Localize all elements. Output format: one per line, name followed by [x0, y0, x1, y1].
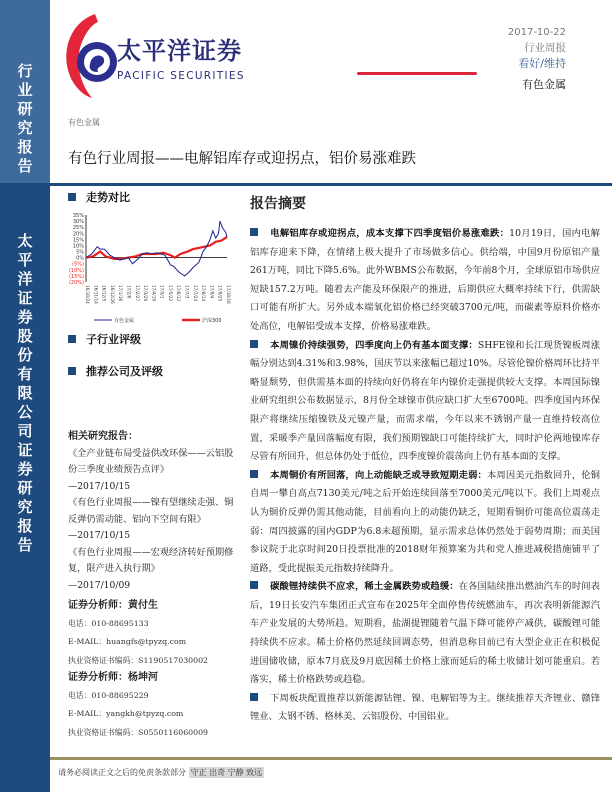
analyst-email[interactable]: E-MAIL：yangkh@tpyzq.com [68, 709, 184, 718]
x-tick-label: 17/1/16 [118, 285, 124, 302]
bullet-icon [250, 470, 258, 478]
bullet-icon [68, 367, 76, 375]
related-report[interactable]: 《有色行业周报——宏观经济转好预期修复，限产进入执行期》 —2017/10/09 [68, 546, 234, 591]
rating: 看好/维持 [518, 57, 566, 70]
abstract-paragraph: 本周镍价持续强势，四季度向上仍有基本面支撑：SHFE镍和长江现货镍板周涨幅分别达到4.31%和3.98%，国庆节以来涨幅已超过10%。尽管伦镍价格周环比持平略显颓势，但供需基本面的持续向好仍将在年内镍价走强提供较大支撑。本周国际镍业研究组织公布数据显示，8月份全球镍市供应缺口扩大至6700吨。四季度国内环保限产将继续压缩镍铁及元镍产量，而需求端，今年以来不锈钢产量一直维持较高位置，采暖季产量回落幅度有限，我们预期镍缺口可能持续扩大，同时沪伦两地镍库存尽管有所回升，但总体仍处于低位，四季度镍价震荡向上仍有基本面的支撑。 [250, 339, 600, 463]
x-tick-label: 16/12/26 [109, 285, 115, 304]
analyst-phone: 电话：010-88695133 [68, 618, 149, 628]
y-tick-label: 10% [72, 243, 84, 250]
abstract-paragraph: 下周板块配置推荐以新能源钴锂、镍、电解铝等为主。继续推荐天齐锂业、赣锋锂业、太钢不锈、格林美、云铝股份、中国铝业。 [250, 692, 600, 723]
left-column [68, 429, 236, 742]
series-line-nonferrous [86, 221, 227, 276]
section-recommend: 推荐公司及评级 [68, 365, 163, 379]
report-type: 行业周报 [524, 42, 566, 54]
y-tick-label: 35% [72, 213, 84, 219]
sidebar-company: 太平洋证券股份有限公司证券研究报告 [17, 232, 33, 554]
x-tick-label: 17/4/10 [151, 285, 157, 302]
bullet-icon [250, 228, 258, 236]
company-logo [62, 12, 118, 102]
x-tick-label: 17/3/20 [143, 285, 149, 302]
x-tick-label: 17/9/25 [217, 285, 223, 302]
trend-chart [60, 210, 240, 330]
x-tick-label: 17/5/22 [167, 285, 173, 302]
y-tick-label: 0% [76, 255, 84, 262]
y-tick-label: 30% [72, 219, 84, 226]
company-name-en: PACIFIC SECURITIES [117, 70, 245, 82]
y-tick-label: (15%) [68, 273, 84, 280]
x-tick-label: 17/10/16 [226, 285, 231, 304]
divider [50, 183, 612, 186]
analyst-name: 证券分析师：黄付生 [68, 600, 158, 611]
bullet-icon [68, 193, 76, 201]
analyst-phone: 电话：010-88695229 [68, 690, 149, 700]
legend-label: 有色金属 [114, 318, 135, 324]
y-tick-label: 15% [72, 237, 84, 244]
abstract-title: 报告摘要 [250, 196, 306, 212]
header-sector: 有色金属 [522, 78, 566, 91]
abstract-paragraph: 碳酸锂持续供不应求，稀土金属跌势或趋缓：在各国陆续推出燃油汽车的时间表后，19日长安汽车集团正式宣布在2025年全面停售传统燃油车，再次表明新能源汽车产业发展的大势所趋。短期看，盐湖提锂随着气温下降可能停产减供，碳酸锂可能持续供不应求。稀土价格仍然延续回调态势，但消息称目前已有大型企业正在积极促进国储收储，原本7月底及9月底因稀土价格上涨而延后的稀土收储计划可能重启。若落实，稀土价格跌势或趋稳。 [250, 581, 600, 686]
rating-underline [357, 72, 477, 75]
sector-label: 有色金属 [68, 118, 100, 127]
sidebar-report-type: 行业研究报告 [17, 62, 33, 175]
y-tick-label: (10%) [68, 267, 84, 274]
x-tick-label: 16/12/5 [101, 285, 107, 302]
bullet-icon [250, 340, 258, 348]
x-tick-label: 17/7/3 [184, 285, 190, 299]
analyst-email[interactable]: E-MAIL：huangfs@tpyzq.com [68, 637, 187, 646]
page-title: 有色行业周报——电解铝库存或迎拐点，铝价易涨难跌 [68, 151, 416, 167]
section-trend: 走势对比 [68, 191, 130, 205]
abstract-body [250, 225, 600, 727]
x-tick-label: 16/10/24 [85, 285, 90, 304]
bullet-icon [68, 335, 76, 343]
x-tick-label: 17/8/14 [201, 285, 207, 302]
y-tick-label: (20%) [68, 280, 84, 286]
disclaimer: 请务必阅读正文之后的免责条款部分 [58, 768, 186, 777]
analyst-cert: 执业资格证书编码：S1190517030002 [68, 655, 209, 665]
report-date: 2017-10-22 [507, 27, 566, 38]
x-tick-label: 16/11/14 [93, 285, 99, 304]
abstract-paragraph: 本周铜价有所回落，向上动能缺乏或导致短期走弱：本周因美元指数回升，伦铜自周一攀自高点7130美元/吨之后开始连续回落至7000美元/吨以下。我们上周观点认为铜价反弹仍需其他动能，目前看向上的动能仍缺乏，短期看铜价可能高位震荡走弱：周四披露的国内GDP为6.8未超预期，显示需求总体仍然处于弱势周期；而美国参议院于北京时间20日投票批准的2018财年预算案为共和党人推进减税措施铺平了道路，受此提振美元指数持续降升。 [250, 469, 600, 574]
analyst-cert: 执业资格证书编码：S0550116060009 [68, 727, 209, 737]
y-tick-label: 20% [72, 231, 84, 238]
x-tick-label: 17/2/27 [134, 285, 140, 302]
x-tick-label: 17/6/12 [176, 285, 182, 302]
footer-divider [50, 757, 612, 760]
motto: 守正 出奇 宁静 致远 [190, 768, 263, 777]
legend-label: 沪深300 [202, 318, 222, 324]
related-report[interactable]: 《有色行业周报——镍有望继续走强、铜反弹仍需动能、铝向下空间有限》 —2017/10/15 [68, 497, 234, 541]
related-heading: 相关研究报告： [68, 431, 138, 442]
related-report[interactable]: 《全产业链布局受益供改环保——云铝股份三季度业绩预告点评》 —2017/10/15 [68, 447, 234, 492]
x-tick-label: 17/2/6 [126, 285, 132, 299]
section-sub-rating: 子行业评级 [68, 333, 141, 347]
x-tick-label: 17/9/4 [209, 285, 215, 299]
company-name-cn: 太平洋证券 [117, 37, 242, 65]
x-tick-label: 17/7/24 [192, 285, 198, 302]
y-tick-label: (5%) [72, 261, 84, 268]
abstract-paragraph: 电解铝库存或迎拐点，成本支撑下四季度铝价易涨难跌：10月19日，国内电解铝库存迎来下降，在情绪上极大提升了市场做多信心。供给端，中国9月份原铝产量261万吨，同比下降5.6%。此外WBMS公布数据，今年前8个月，全球原铝市场供应短缺157.2万吨。随着去产能及环保限产的推进，后期供应大概率持续下行，供需缺口可能有所扩大。另外成本端氧化铝价格已经突破3700元/吨，而碳素等原料价格亦处高位，电解铝受成本支撑，价格易涨难跌。 [250, 228, 600, 332]
x-tick-label: 17/5/1 [159, 285, 165, 299]
analyst-name: 证券分析师：杨坤河 [68, 672, 158, 683]
footer [58, 767, 264, 778]
bullet-icon [250, 693, 258, 701]
bullet-icon [250, 581, 258, 589]
y-tick-label: 5% [76, 249, 84, 256]
y-tick-label: 25% [72, 225, 84, 232]
